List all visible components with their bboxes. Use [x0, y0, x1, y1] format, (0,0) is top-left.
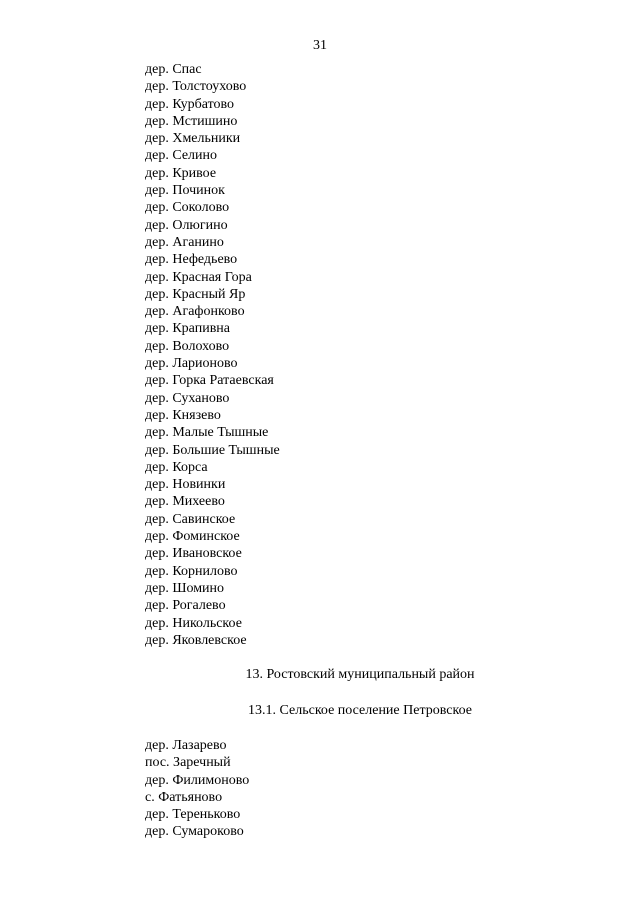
list-item: дер. Аганино	[145, 234, 224, 250]
list-item: дер. Красный Яр	[145, 286, 246, 302]
list-item: дер. Михеево	[145, 494, 225, 510]
list-item: дер. Яковлевское	[145, 632, 247, 648]
list-item: дер. Соколово	[145, 200, 230, 216]
list-item: дер. Корнилово	[145, 563, 238, 579]
list-item: дер. Красная Гора	[145, 269, 252, 285]
list-item: дер. Спас	[145, 62, 202, 77]
list-item: дер. Корса	[145, 459, 208, 475]
list-item: дер. Филимоново	[145, 772, 250, 788]
list-item: дер. Рогалево	[145, 598, 226, 614]
list-item: дер. Князево	[145, 407, 221, 423]
list-item: дер. Большие Тышные	[145, 442, 280, 458]
list-item: дер. Горка Ратаевская	[145, 373, 274, 389]
settlement-heading: 13.1. Сельское поселение Петровское	[248, 703, 472, 718]
list-item: дер. Малые Тышные	[145, 425, 269, 441]
list-item: дер. Мстишино	[145, 113, 238, 129]
list-item: дер. Новинки	[145, 477, 226, 493]
list-item: дер. Ивановское	[145, 546, 242, 562]
list-item: дер. Хмельники	[145, 131, 241, 147]
list-item: дер. Сумароково	[145, 824, 244, 840]
list-item: с. Фатьяново	[145, 789, 223, 805]
list-item: дер. Нефедьево	[145, 252, 238, 268]
list-item: дер. Ларионово	[145, 356, 238, 372]
settlement-list-lower	[145, 737, 249, 841]
district-heading: 13. Ростовский муниципальный район	[245, 667, 475, 682]
list-item: дер. Олюгино	[145, 217, 228, 233]
list-item: дер. Тереньково	[145, 807, 241, 823]
list-item: дер. Никольское	[145, 615, 242, 631]
list-item: дер. Фоминское	[145, 529, 240, 545]
list-item: дер. Волохово	[145, 338, 230, 354]
list-item: дер. Лазарево	[145, 738, 227, 753]
page-number: 31	[313, 38, 327, 53]
list-item: дер. Кривое	[145, 165, 217, 181]
list-item: дер. Крапивна	[145, 321, 231, 337]
settlement-list-upper	[145, 61, 280, 649]
list-item: дер. Суханово	[145, 390, 230, 406]
list-item: дер. Курбатово	[145, 96, 235, 112]
list-item: дер. Шомино	[145, 580, 225, 596]
list-item: дер. Толстоухово	[145, 79, 247, 95]
list-item: дер. Агафонково	[145, 304, 245, 320]
list-item: дер. Починок	[145, 183, 225, 199]
list-item: пос. Заречный	[145, 755, 231, 771]
list-item: дер. Селино	[145, 148, 218, 164]
list-item: дер. Савинское	[145, 511, 236, 527]
